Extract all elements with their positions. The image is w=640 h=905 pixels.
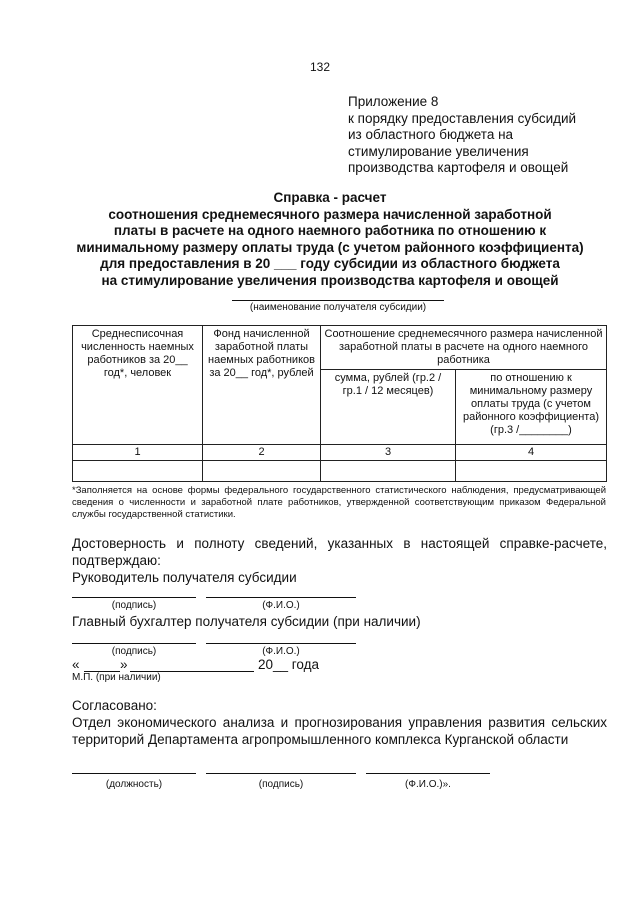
appendix-line: Приложение 8 (348, 94, 439, 109)
signature-caption: (подпись) (111, 600, 157, 611)
calculation-table (72, 325, 607, 482)
fio-line (206, 643, 356, 644)
empty-cell (321, 461, 456, 482)
confirmation-text: Достоверность и полноту сведений, указанных в настоящей справке-расчете, подтверждаю: (72, 536, 607, 568)
appendix-line: производства картофеля и овощей (348, 160, 569, 175)
empty-cell (203, 461, 321, 482)
title-line: соотношения среднемесячного размера начисленной заработной (108, 206, 552, 222)
date-year: 20__ года (258, 657, 320, 672)
page-number: 132 (309, 60, 331, 74)
position-line (72, 773, 196, 774)
accountant-label: Главный бухгалтер получателя субсидии (при наличии) (72, 614, 421, 629)
header-headcount: Среднесписочная численность наемных работников за 20__ год*, человек (73, 326, 203, 445)
fio-line (206, 597, 356, 598)
appendix-line: стимулирование увеличения (348, 143, 529, 159)
fio-caption: (Ф.И.О.) (262, 600, 300, 611)
appendix-block (348, 94, 628, 177)
recipient-caption: (наименование получателя субсидии) (249, 302, 427, 313)
column-number: 4 (456, 445, 607, 461)
title-line: Справка - расчет (273, 190, 387, 205)
agreed-label: Согласовано: (72, 698, 157, 713)
signature-line (72, 643, 196, 644)
document-title (70, 190, 590, 289)
fio-caption: (Ф.И.О.)». (405, 779, 451, 790)
department-text: Отдел экономического анализа и прогнозирования управления развития сельских территорий Департамента агропромышленного комплекса Курганской области (72, 715, 607, 747)
position-caption: (должность) (105, 779, 163, 790)
appendix-line: из областного бюджета на (348, 127, 514, 142)
column-number: 2 (203, 445, 321, 461)
column-number: 1 (73, 445, 203, 461)
header-amount: сумма, рублей (гр.2 / гр.1 / 12 месяцев) (321, 370, 456, 445)
title-line: платы в расчете на одного наемного работника по отношению к (113, 223, 547, 238)
recipient-name-line (232, 300, 444, 301)
appendix-line: к порядку предоставления субсидий (348, 110, 577, 126)
stamp-note: М.П. (при наличии) (72, 672, 161, 683)
title-line: на стимулирование увеличения производства картофеля и овощей (101, 272, 559, 288)
signature-caption: (подпись) (111, 646, 157, 657)
column-number: 3 (321, 445, 456, 461)
header-mrot-ratio: по отношению к минимальному размеру оплаты труда (с учетом районного коэффициента) (гр.3 /________) (456, 370, 607, 445)
signature-caption: (подпись) (258, 779, 304, 790)
fio-line (366, 773, 490, 774)
date-open-quote: « (72, 657, 80, 672)
signature-line (72, 597, 196, 598)
empty-cell (73, 461, 203, 482)
title-line: для предоставления в 20 ___ году субсидии из областного бюджета (100, 256, 560, 271)
header-ratio-group: Соотношение среднемесячного размера начисленной заработной платы в расчете на одного наемного работника (321, 326, 607, 370)
title-line: минимальному размеру оплаты труда (с учетом районного коэффициента) (76, 239, 584, 255)
header-payroll-fund: Фонд начисленной заработной платы наемных работников за 20__ год*, рублей (203, 326, 321, 445)
fio-caption: (Ф.И.О.) (262, 646, 300, 657)
empty-cell (456, 461, 607, 482)
head-label: Руководитель получателя субсидии (72, 570, 297, 585)
footnote: *Заполняется на основе формы федерального государственного статистического наблюдения, предусматривающей сведения о численности и заработной плате работников, утвержденной соответствующим приказом Федеральной службы государственной статистики. (72, 485, 606, 520)
date-close-quote: » (120, 657, 128, 672)
signature-line (206, 773, 356, 774)
